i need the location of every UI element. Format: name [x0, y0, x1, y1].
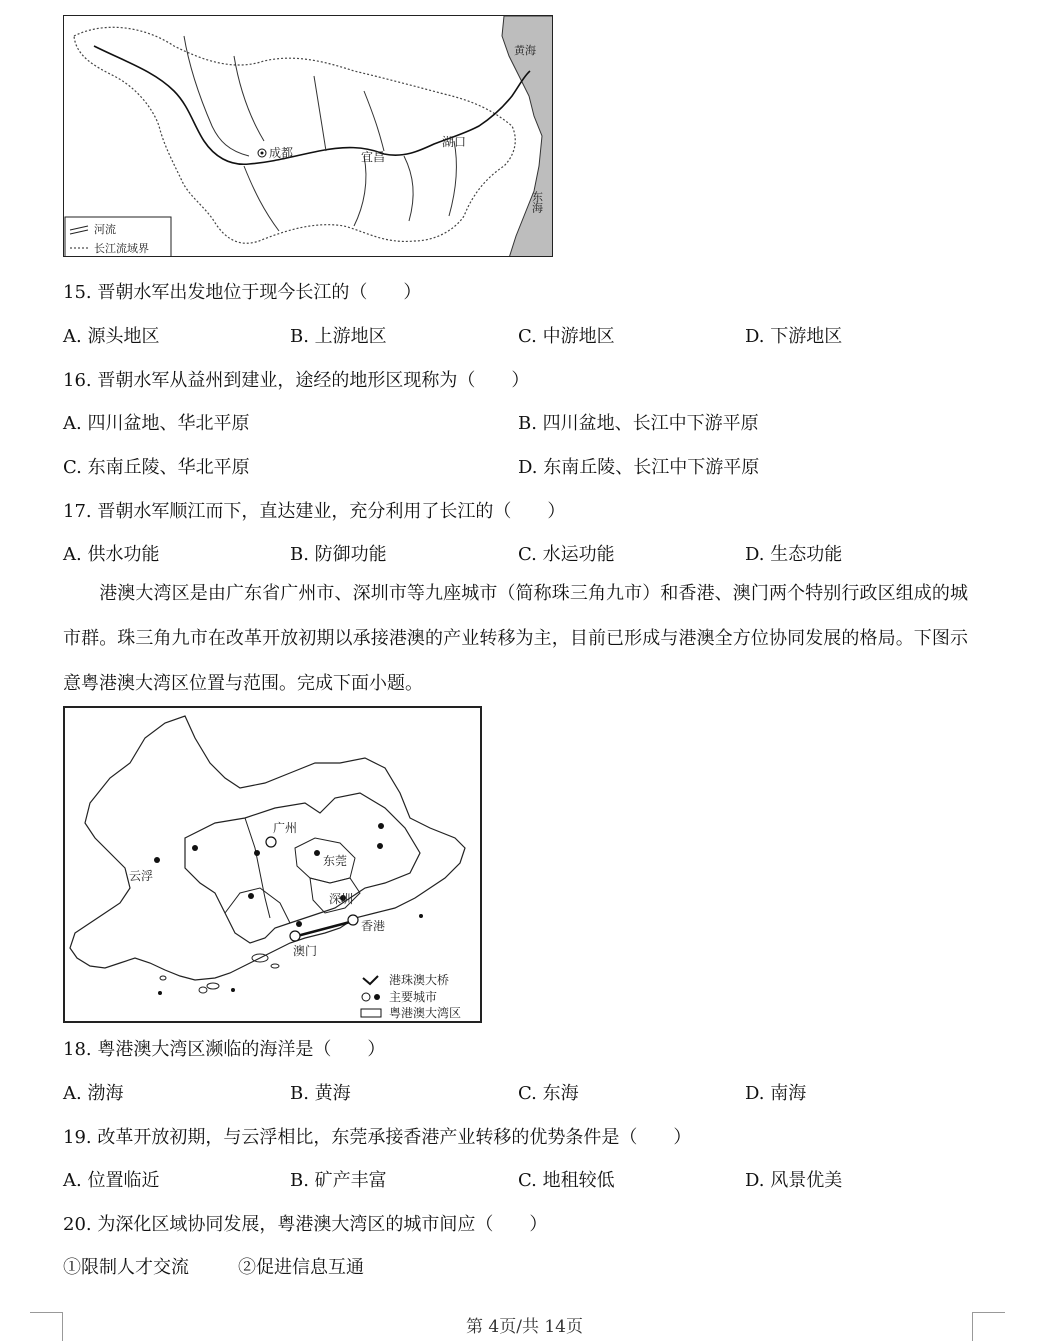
island-dot: [158, 991, 162, 995]
island-dot: [419, 914, 423, 918]
page-footer: 第 4页/共 14页: [466, 1317, 583, 1337]
city-dot: [248, 893, 254, 899]
city-border: [245, 818, 270, 918]
question-19-stem: 19. 改革开放初期，与云浮相比，东莞承接香港产业转移的优势条件是（ ）: [63, 1127, 692, 1148]
chengdu-label: 成都: [269, 146, 294, 160]
island-dot: [231, 988, 235, 992]
legend-city-label: 主要城市: [389, 990, 438, 1004]
q20-item-2: ②促进信息互通: [238, 1257, 364, 1278]
macau-label: 澳门: [293, 944, 318, 958]
q19-option-d[interactable]: D. 风景优美: [745, 1170, 843, 1191]
legend-city-dot: [374, 994, 380, 1000]
tributary-river: [364, 91, 384, 151]
q16-option-d[interactable]: D. 东南丘陵、长江中下游平原: [518, 457, 760, 478]
island: [271, 964, 279, 968]
city-dot: [377, 843, 383, 849]
question-20-stem: 20. 为深化区域协同发展，粤港澳大湾区的城市间应（ ）: [63, 1214, 548, 1235]
chengdu-marker-dot: [261, 152, 264, 155]
question-18-stem: 18. 粤港澳大湾区濒临的海洋是（ ）: [63, 1039, 386, 1060]
legend-river-label: 河流: [94, 223, 116, 236]
q15-option-c[interactable]: C. 中游地区: [518, 326, 615, 347]
island: [160, 976, 166, 980]
q17-option-d[interactable]: D. 生态功能: [745, 544, 843, 565]
q17-option-c[interactable]: C. 水运功能: [518, 544, 615, 565]
shenzhen-label: 深圳: [329, 892, 354, 906]
legend-area-label: 粤港澳大湾区: [389, 1006, 462, 1020]
passage-greater-bay-area: 港澳大湾区是由广东省广州市、深圳市等九座城市（简称珠三角九市）和香港、澳门两个特别行政区组成的城市群。珠三角九市在改革开放初期以承接港澳的产业转移为主，目前已形成与港澳全方位协同发展的格局。下图示意粤港澳大湾区位置与范围。完成下面小题。: [63, 583, 968, 694]
city-border: [225, 888, 290, 923]
q19-option-a[interactable]: A. 位置临近: [63, 1170, 160, 1191]
q20-item-1: ①限制人才交流: [63, 1257, 189, 1278]
city-dot-yunfu: [154, 857, 160, 863]
yunfu-label: 云浮: [129, 869, 154, 883]
q16-option-c[interactable]: C. 东南丘陵、华北平原: [63, 457, 250, 478]
city-dot: [192, 845, 198, 851]
question-15-stem: 15. 晋朝水军出发地位于现今长江的（ ）: [63, 282, 422, 303]
question-17-stem: 17. 晋朝水军顺江而下，直达建业，充分利用了长江的（ ）: [63, 501, 566, 522]
city-circle-macau: [290, 931, 300, 941]
q18-option-c[interactable]: C. 东海: [518, 1083, 579, 1104]
legend-city-circle: [362, 993, 370, 1001]
gba-map-svg: [65, 708, 480, 1021]
greater-bay-area-map: [63, 706, 482, 1023]
q18-option-a[interactable]: A. 渤海: [63, 1083, 124, 1104]
q19-option-b[interactable]: B. 矿产丰富: [290, 1170, 387, 1191]
city-dot: [378, 823, 384, 829]
tributary-river: [184, 36, 249, 156]
city-circle-guangzhou: [266, 837, 276, 847]
q16-option-a[interactable]: A. 四川盆地、华北平原: [63, 413, 250, 434]
q16-option-b[interactable]: B. 四川盆地、长江中下游平原: [518, 413, 759, 434]
dongguan-label: 东莞: [323, 854, 348, 868]
q17-option-a[interactable]: A. 供水功能: [63, 544, 160, 565]
question-16-stem: 16. 晋朝水军从益州到建业，途经的地形区现称为（ ）: [63, 370, 530, 391]
province-outline: [70, 716, 465, 980]
q18-option-d[interactable]: D. 南海: [745, 1083, 807, 1104]
legend-bridge-label: 港珠澳大桥: [389, 973, 450, 987]
legend-bridge-symbol: [363, 976, 378, 984]
legend-area-symbol: [361, 1009, 381, 1017]
yangtze-basin-map: [63, 15, 553, 257]
q15-option-d[interactable]: D. 下游地区: [745, 326, 843, 347]
q15-option-a[interactable]: A. 源头地区: [63, 326, 160, 347]
yangtze-map-svg: [64, 16, 553, 257]
island: [207, 983, 219, 989]
hongkong-label: 香港: [361, 919, 386, 933]
q18-option-b[interactable]: B. 黄海: [290, 1083, 351, 1104]
hukou-label: 湖口: [442, 135, 467, 149]
tributary-river: [404, 156, 413, 221]
tributary-river: [234, 56, 264, 141]
tributary-river: [244, 166, 279, 231]
tributary-river: [449, 141, 456, 216]
city-dot: [296, 921, 302, 927]
tributary-river: [354, 156, 366, 226]
city-dot-dongguan: [314, 850, 320, 856]
q19-option-c[interactable]: C. 地租较低: [518, 1170, 615, 1191]
yichang-label: 宜昌: [361, 150, 386, 164]
sea-label-yellow: 黄海: [514, 44, 536, 57]
sea-label-east: 东海: [530, 191, 544, 213]
city-dot: [254, 850, 260, 856]
q17-option-b[interactable]: B. 防御功能: [290, 544, 387, 565]
city-circle-hongkong: [348, 915, 358, 925]
legend-basin-label: 长江流域界: [94, 242, 149, 255]
island: [199, 987, 207, 993]
guangzhou-label: 广州: [273, 821, 298, 835]
tributary-river: [314, 76, 326, 151]
q15-option-b[interactable]: B. 上游地区: [290, 326, 387, 347]
